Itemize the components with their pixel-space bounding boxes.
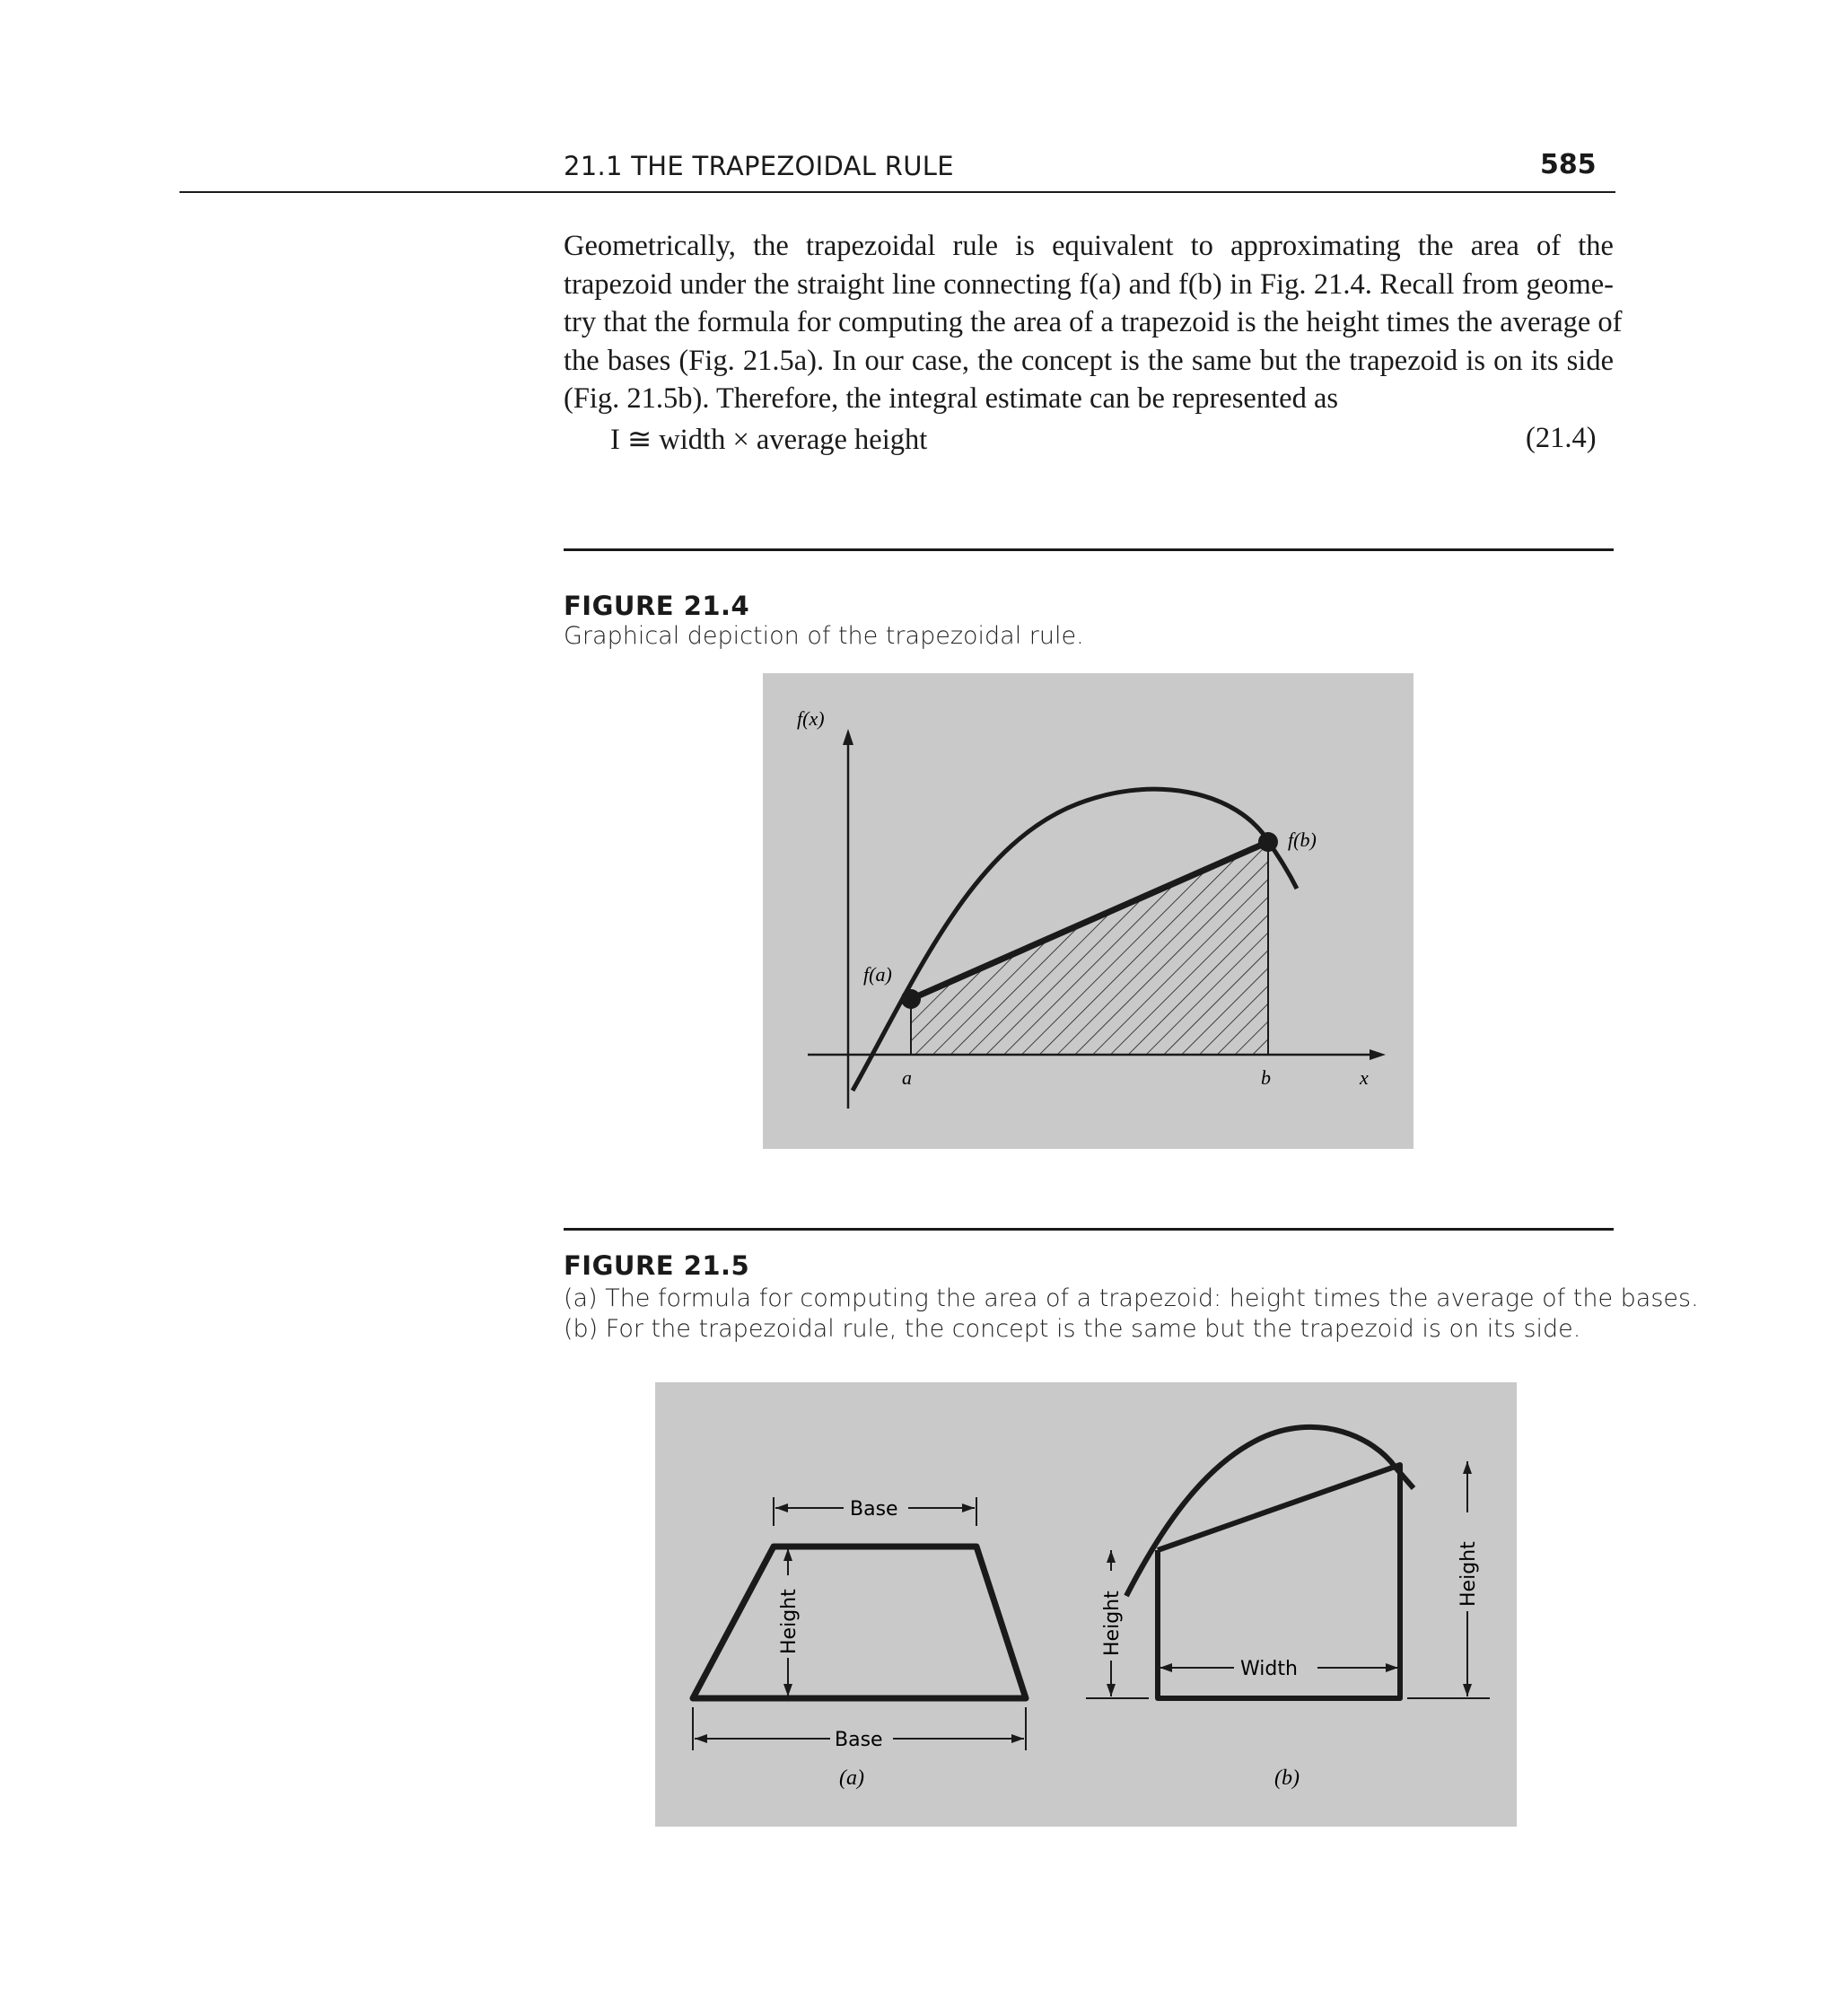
page-number: 585	[1540, 149, 1597, 180]
figure-21-5-caption-a: (a) The formula for computing the area of a trapezoid: height times the average of the bases.	[564, 1284, 1699, 1312]
figure-21-5-caption-b: (b) For the trapezoidal rule, the concept is the same but the trapezoid is on its side.	[564, 1315, 1581, 1343]
figure-21-5-rule	[564, 1228, 1614, 1231]
running-header-section: 21.1 THE TRAPEZOIDAL RULE	[564, 151, 954, 181]
label-fb: f(b)	[1288, 828, 1317, 851]
label-x: x	[1360, 1066, 1369, 1089]
point-fa	[901, 989, 921, 1009]
figure-21-4-rule	[564, 548, 1614, 551]
label-height-b-left: Height	[1101, 1591, 1124, 1656]
label-height-b-right: Height	[1457, 1541, 1480, 1607]
label-width: Width	[1240, 1658, 1298, 1680]
label-panel-b: (b)	[1274, 1766, 1300, 1790]
label-b: b	[1261, 1066, 1271, 1089]
figure-21-5-graphic	[655, 1382, 1517, 1827]
figure-21-5-title: FIGURE 21.5	[564, 1250, 750, 1281]
body-line: trapezoid under the straight line connecting f(a) and f(b) in Fig. 21.4. Recall from geome-	[564, 267, 1614, 301]
figure-21-4-caption: Graphical depiction of the trapezoidal rule.	[564, 622, 1084, 650]
equation: I ≅ width × average height	[610, 424, 928, 456]
label-fx: f(x)	[797, 707, 825, 730]
label-base-bottom: Base	[835, 1729, 883, 1751]
label-height-a: Height	[778, 1589, 801, 1654]
body-line: try that the formula for computing the area of a trapezoid is the height times the average of	[564, 306, 1623, 338]
label-panel-a: (a)	[839, 1766, 864, 1790]
point-fb	[1258, 832, 1278, 852]
equation-number: (21.4)	[1526, 422, 1597, 454]
label-a: a	[902, 1066, 912, 1089]
body-line: the bases (Fig. 21.5a). In our case, the concept is the same but the trapezoid is on its side	[564, 344, 1614, 377]
header-rule	[179, 191, 1615, 193]
label-fa: f(a)	[863, 963, 892, 986]
body-line: (Fig. 21.5b). Therefore, the integral estimate can be represented as	[564, 382, 1339, 415]
figure-21-4-graphic	[763, 673, 1414, 1149]
body-line: Geometrically, the trapezoidal rule is equivalent to approximating the area of the	[564, 230, 1614, 262]
body-paragraph	[564, 227, 1623, 418]
figure-21-4-title: FIGURE 21.4	[564, 591, 750, 621]
label-base-top: Base	[850, 1498, 898, 1521]
